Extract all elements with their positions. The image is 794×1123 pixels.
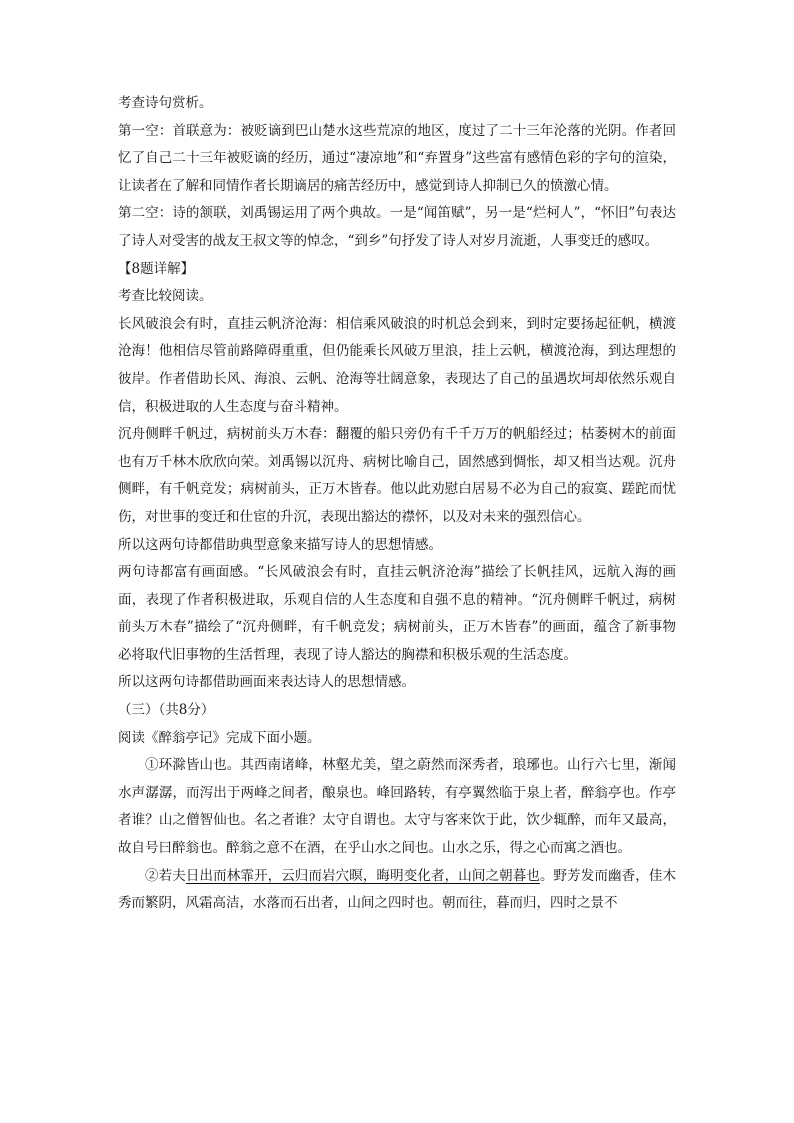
paragraph-conclusion-1: 所以这两句诗都借助典型意象来描写诗人的思想情感。 <box>118 536 442 553</box>
section-heading: （三）（共8分） <box>118 702 215 719</box>
paragraph-imagery: 两句诗都富有画面感。“长风破浪会有时，直挂云帆济沧海”描绘了长帆挂风，远航入海的画面，表现了作者积极进取，乐观自信的人生态度和自强不息的精神。“沉舟侧畔千帆过，病树前头万木春”描绘了“沉舟侧畔，有千帆竞发；病树前头，正万木皆春”的画面，蕴含了新事物必将取代旧事物的生活哲理，表现了诗人豁达的胸襟和积极乐观的生活态度。 <box>118 564 676 663</box>
paragraph-conclusion-2: 所以这两句诗都借助画面来表达诗人的思想情感。 <box>118 674 415 691</box>
paragraph-first-blank: 第一空：首联意为：被贬谪到巴山楚水这些荒凉的地区，度过了二十三年沦落的光阴。作者回忆了自己二十三年被贬谪的经历，通过“凄凉地”和“弃置身”这些富有感情色彩的字句的渲染，让读者在了解和同情作者长期谪居的痛苦经历中，感觉到诗人抑制已久的愤激心情。 <box>118 122 676 194</box>
paragraph-topic: 考查诗句赏析。 <box>118 95 213 111</box>
paragraph-comparison: 考查比较阅读。 <box>118 288 213 305</box>
reading-instruction: 阅读《醉翁亭记》完成下面小题。 <box>118 729 321 746</box>
underlined-sentence: 日出而林霏开，云归而岩穴暝，晦明变化者，山间之朝暮也 <box>185 867 540 884</box>
paragraph-second-blank: 第二空：诗的颔联，刘禹锡运用了两个典故。一是“闻笛赋”，另一是“烂柯人”，“怀旧”句表达了诗人对受害的战友王叔文等的悼念，“到乡”句抒发了诗人对岁月流逝，人事变迁的感叹。 <box>118 205 676 249</box>
passage-2-rest: 。野芳发而幽香，佳木秀而繁阴，风霜高洁，水落而石出者，山间之四时也。朝而往，暮而归，四时之景不 <box>118 867 677 912</box>
document-page <box>118 90 676 918</box>
question-8-heading: 【8题详解】 <box>118 260 195 277</box>
paragraph-changfeng: 长风破浪会有时，直挂云帆济沧海：相信乘风破浪的时机总会到来，到时定要扬起征帆，横渡沧海！他相信尽管前路障碍重重，但仍能乘长风破万里浪，挂上云帆，横渡沧海，到达理想的彼岸。作者借助长风、海浪、云帆、沧海等壮阔意象，表现达了自己的虽遇坎坷却依然乐观自信，积极进取的人生态度与奋斗精神。 <box>118 315 676 415</box>
passage-paragraph-1: ①环滁皆山也。其西南诸峰，林壑尤美，望之蔚然而深秀者，琅琊也。山行六七里，渐闻水声潺潺，而泻出于两峰之间者，酿泉也。峰回路转，有亭翼然临于泉上者，醉翁亭也。作亭者谁？山之僧智仙也。名之者谁？太守自谓也。太守与客来饮于此，饮少辄醉，而年又最高，故自号曰醉翁也。醉翁之意不在酒，在乎山水之间也。山水之乐，得之心而寓之酒也。 <box>118 757 676 857</box>
paragraph-chenzhou: 沉舟侧畔千帆过，病树前头万木春：翻覆的船只旁仍有千千万万的帆船经过；枯萎树木的前面也有万千林木欣欣向荣。刘禹锡以沉舟、病树比喻自己，固然感到惆怅，却又相当达观。沉舟侧畔，有千帆竞发；病树前头，正万木皆春。他以此劝慰白居易不必为自己的寂寞、蹉跎而忧伤，对世事的变迁和仕宦的升沉，表现出豁达的襟怀，以及对未来的强烈信心。 <box>118 426 676 525</box>
passage-2-start: ②若夫 <box>145 867 186 884</box>
passage-paragraph-2 <box>118 863 676 918</box>
